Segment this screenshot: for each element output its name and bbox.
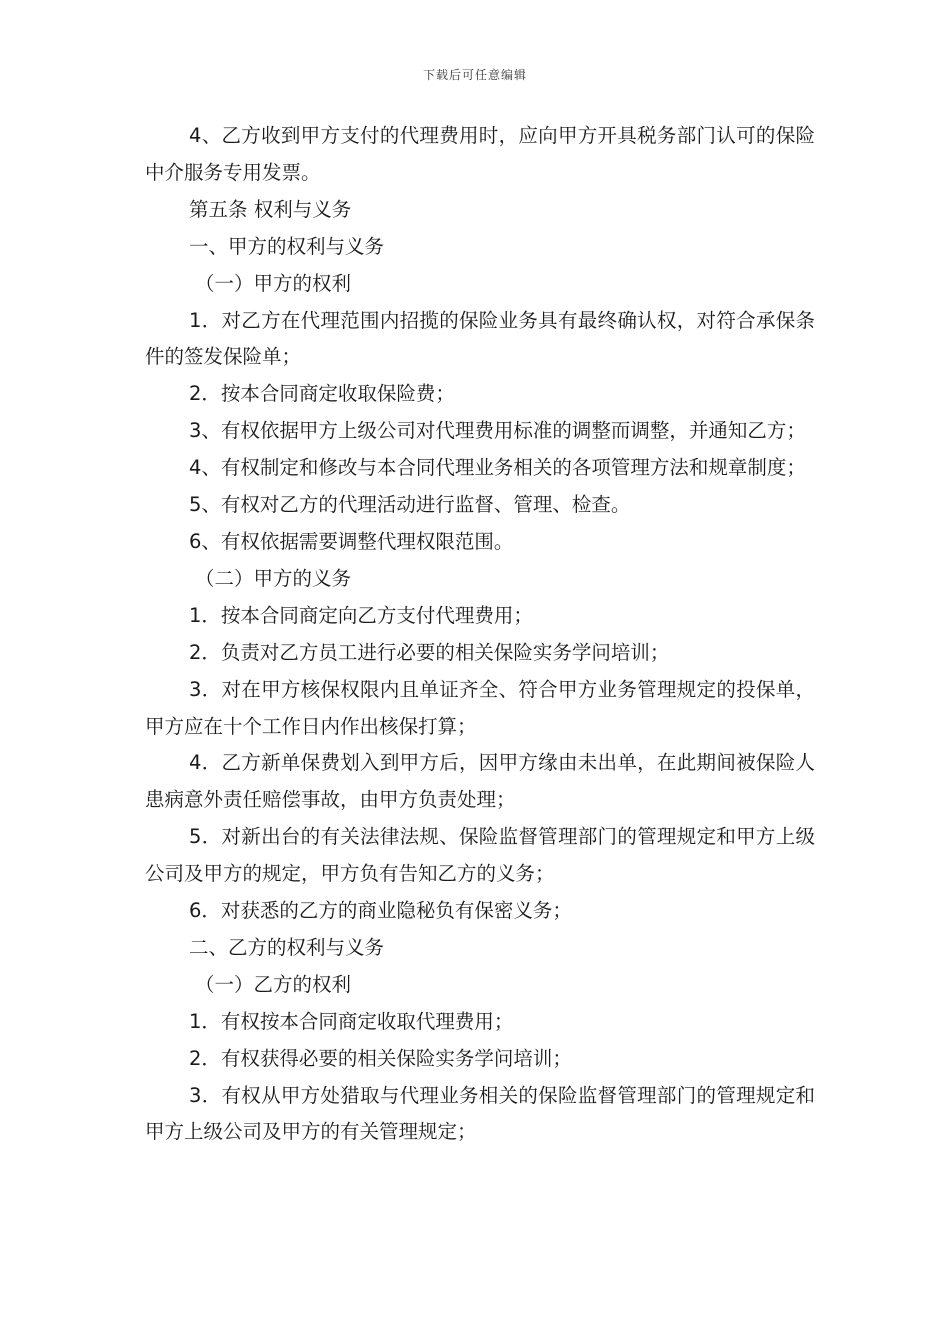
party-a-right-5: 5、有权对乙方的代理活动进行监督、管理、检查。 xyxy=(189,493,631,517)
subsection-party-a-rights: （一）甲方的权利 xyxy=(195,271,352,295)
party-b-right-3: 3．有权从甲方处猎取与代理业务相关的保险监督管理部门的管理规定和甲方上级公司及甲方的有关管理规定； xyxy=(145,1083,815,1144)
page-header-note: 下载后可任意编辑 xyxy=(422,68,527,82)
section-party-a-heading: 一、甲方的权利与义务 xyxy=(189,234,385,258)
party-a-right-3: 3、有权依据甲方上级公司对代理费用标准的调整而调整，并通知乙方； xyxy=(189,419,806,443)
section-party-b-heading: 二、乙方的权利与义务 xyxy=(189,935,385,959)
party-b-right-2: 2．有权获得必要的相关保险实务学问培训； xyxy=(189,1046,572,1070)
party-a-obligation-6: 6．对获悉的乙方的商业隐秘负有保密义务； xyxy=(189,899,572,923)
party-b-right-1: 1．有权按本合同商定收取代理费用； xyxy=(189,1009,514,1033)
subsection-party-a-obligations: （二）甲方的义务 xyxy=(195,566,352,590)
paragraph-invoice-clause: 4、乙方收到甲方支付的代理费用时，应向甲方开具税务部门认可的保险中介服务专用发票。 xyxy=(145,124,815,184)
article-5-heading: 第五条 权利与义务 xyxy=(189,197,352,221)
party-a-obligation-1: 1．按本合同商定向乙方支付代理费用； xyxy=(189,603,533,627)
party-a-obligation-3: 3．对在甲方核保权限内且单证齐全、符合甲方业务管理规定的投保单，甲方应在十个工作日内作出核保打算； xyxy=(145,677,815,738)
subsection-party-b-rights: （一）乙方的权利 xyxy=(195,972,352,996)
party-a-obligation-2: 2．负责对乙方员工进行必要的相关保险实务学问培训； xyxy=(189,640,670,664)
party-a-right-1: 1．对乙方在代理范围内招揽的保险业务具有最终确认权，对符合承保条件的签发保险单； xyxy=(145,308,815,369)
party-a-right-2: 2．按本合同商定收取保险费； xyxy=(189,382,455,406)
party-a-right-6: 6、有权依据需要调整代理权限范围。 xyxy=(189,529,514,553)
party-a-obligation-5: 5．对新出台的有关法律法规、保险监督管理部门的管理规定和甲方上级公司及甲方的规定，甲方负有告知乙方的义务； xyxy=(145,825,815,886)
party-a-right-4: 4、有权制定和修改与本合同代理业务相关的各项管理方法和规章制度； xyxy=(189,456,806,480)
party-a-obligation-4: 4．乙方新单保费划入到甲方后，因甲方缘由未出单，在此期间被保险人患病意外责任赔偿事故，由甲方负责处理； xyxy=(145,751,815,812)
document-body xyxy=(145,118,815,1151)
